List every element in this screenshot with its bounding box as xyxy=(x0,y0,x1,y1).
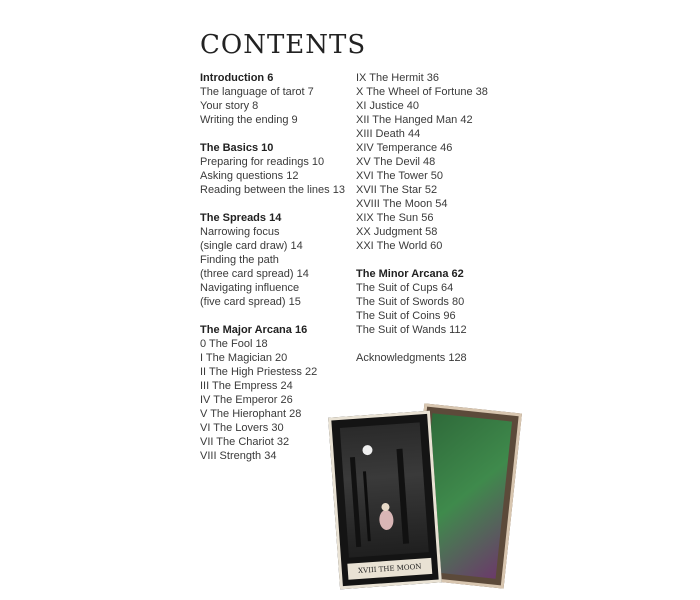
tarot-cards-illustration xyxy=(330,400,510,590)
contents-section xyxy=(356,267,496,337)
card-caption: XVIII THE MOON xyxy=(347,558,432,580)
contents-column-right xyxy=(356,71,496,379)
contents-entry: XVI The Tower 50 xyxy=(356,170,444,182)
section-heading: The Major Arcana 16 xyxy=(200,324,308,336)
contents-entry: (single card draw) 14 xyxy=(200,240,303,252)
contents-entry: Asking questions 12 xyxy=(200,170,299,182)
page-title: CONTENTS xyxy=(200,30,367,60)
contents-entry: (five card spread) 15 xyxy=(200,296,301,308)
contents-entry: Your story 8 xyxy=(200,100,259,112)
section-heading: The Spreads 14 xyxy=(200,212,282,224)
contents-entry: Narrowing focus xyxy=(200,226,280,238)
contents-section xyxy=(200,211,350,309)
contents-entry: XVII The Star 52 xyxy=(356,184,438,196)
section-heading: Introduction 6 xyxy=(200,72,274,84)
contents-entry: I The Magician 20 xyxy=(200,352,288,364)
contents-entry: XII The Hanged Man 42 xyxy=(356,114,473,126)
contents-entry: VIII Strength 34 xyxy=(200,450,277,462)
contents-section xyxy=(200,71,350,127)
section-heading: The Minor Arcana 62 xyxy=(356,268,464,280)
contents-entry: VII The Chariot 32 xyxy=(200,436,290,448)
contents-entry: The Suit of Swords 80 xyxy=(356,296,465,308)
contents-column-left xyxy=(200,71,350,477)
contents-entry: The Suit of Cups 64 xyxy=(356,282,454,294)
contents-entry: IV The Emperor 26 xyxy=(200,394,293,406)
contents-entry: XV The Devil 48 xyxy=(356,156,436,168)
contents-entry: The Suit of Coins 96 xyxy=(356,310,456,322)
contents-entry: Navigating influence xyxy=(200,282,300,294)
contents-entry: X The Wheel of Fortune 38 xyxy=(356,86,488,98)
contents-entry: XX Judgment 58 xyxy=(356,226,438,238)
contents-entry: V The Hierophant 28 xyxy=(200,408,302,420)
contents-section xyxy=(200,141,350,197)
contents-entry: Preparing for readings 10 xyxy=(200,156,325,168)
contents-section xyxy=(356,351,496,365)
contents-entry: XXI The World 60 xyxy=(356,240,443,252)
contents-entry: Reading between the lines 13 xyxy=(200,184,345,196)
contents-section xyxy=(356,71,496,253)
contents-entry: 0 The Fool 18 xyxy=(200,338,268,350)
contents-entry: The Suit of Wands 112 xyxy=(356,324,467,336)
tarot-card-the-moon xyxy=(328,411,442,590)
contents-entry: XIV Temperance 46 xyxy=(356,142,453,154)
contents-entry: XIII Death 44 xyxy=(356,128,421,140)
contents-entry: II The High Priestess 22 xyxy=(200,366,318,378)
contents-entry: XI Justice 40 xyxy=(356,100,419,112)
contents-entry: XVIII The Moon 54 xyxy=(356,198,448,210)
contents-section xyxy=(200,323,350,463)
card-scene xyxy=(340,422,429,557)
contents-entry: (three card spread) 14 xyxy=(200,268,309,280)
contents-entry: Finding the path xyxy=(200,254,279,266)
contents-entry: The language of tarot 7 xyxy=(200,86,314,98)
contents-entry: Writing the ending 9 xyxy=(200,114,298,126)
section-heading: The Basics 10 xyxy=(200,142,274,154)
contents-entry: VI The Lovers 30 xyxy=(200,422,284,434)
contents-entry: XIX The Sun 56 xyxy=(356,212,434,224)
contents-entry: IX The Hermit 36 xyxy=(356,72,439,84)
contents-entry: III The Empress 24 xyxy=(200,380,293,392)
contents-entry: Acknowledgments 128 xyxy=(356,352,467,364)
